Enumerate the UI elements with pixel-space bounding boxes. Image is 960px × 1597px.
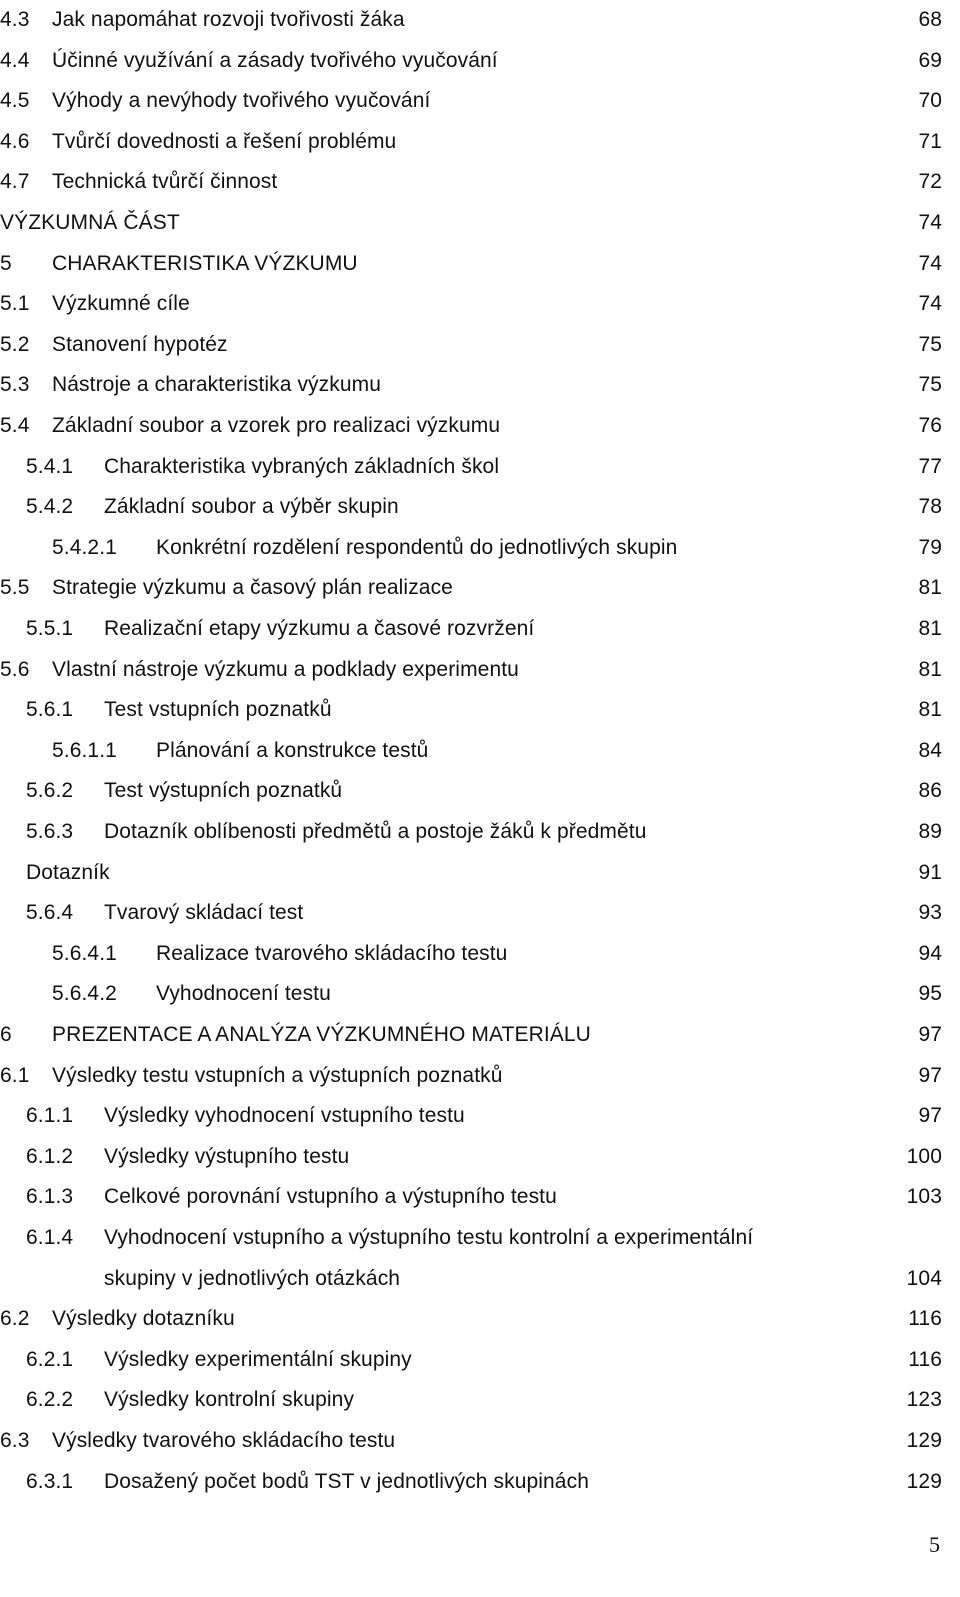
toc-entry-number: 4.6 bbox=[0, 129, 30, 153]
toc-entry-page: 75 bbox=[918, 373, 942, 397]
toc-entry-number: 5.4.1 bbox=[26, 454, 74, 478]
toc-entry-page: 74 bbox=[918, 251, 942, 275]
toc-entry-number: 5.1 bbox=[0, 292, 30, 316]
toc-entry-title: Plánování a konstrukce testů bbox=[156, 738, 429, 762]
toc-entry-number: 4.5 bbox=[0, 89, 30, 113]
toc-entry-page: 129 bbox=[906, 1469, 942, 1493]
toc-entry bbox=[0, 1462, 960, 1502]
toc-entry-title: Realizační etapy výzkumu a časové rozvržení bbox=[104, 617, 535, 640]
toc-entry-number: 5.6.1 bbox=[26, 698, 74, 722]
toc-entry-title: Základní soubor a výběr skupin bbox=[104, 495, 399, 519]
toc-entry-number: 4.4 bbox=[0, 48, 30, 72]
toc-entry-page: 71 bbox=[918, 129, 942, 153]
toc-entry-page: 77 bbox=[918, 454, 942, 478]
toc-entry-page: 95 bbox=[918, 982, 942, 1006]
toc-entry-title: Výsledky tvarového skládacího testu bbox=[52, 1429, 396, 1452]
toc-entry-title: Dotazník oblíbenosti předmětů a postoje žáků k předmětu bbox=[104, 820, 647, 843]
toc-entry-page: 86 bbox=[918, 779, 942, 803]
toc-entry-page: 116 bbox=[908, 1307, 942, 1331]
toc-entry-number: 6.1.1 bbox=[26, 1104, 74, 1128]
toc-entry-number: 5.6.4.1 bbox=[52, 941, 117, 965]
toc-entry-title: Realizace tvarového skládacího testu bbox=[156, 941, 508, 965]
toc-entry bbox=[0, 1177, 960, 1217]
toc-entry bbox=[0, 650, 960, 690]
toc-entry bbox=[0, 365, 960, 405]
toc-entry-page: 97 bbox=[918, 1104, 942, 1128]
toc-entry-page: 84 bbox=[918, 738, 942, 762]
toc-entry bbox=[0, 81, 960, 121]
toc-entry-page: 69 bbox=[918, 48, 942, 72]
toc-entry bbox=[0, 284, 960, 324]
toc-entry-page: 93 bbox=[918, 901, 942, 925]
toc-entry bbox=[0, 325, 960, 365]
toc-entry-number: 6.3.1 bbox=[26, 1469, 74, 1493]
toc-entry-title: Jak napomáhat rozvoji tvořivosti žáka bbox=[52, 8, 405, 31]
toc-entry-number: 5.4 bbox=[0, 414, 30, 437]
toc-entry bbox=[0, 122, 960, 162]
toc-entry-title: Výsledky testu vstupních a výstupních poznatků bbox=[52, 1063, 503, 1087]
toc-entry-title: Test vstupních poznatků bbox=[104, 698, 332, 722]
toc-entry-number: 6.1.4 bbox=[26, 1226, 74, 1249]
toc-entry-number: 6.3 bbox=[0, 1429, 30, 1452]
toc-entry-number: 5.4.2 bbox=[26, 495, 74, 519]
toc-entry bbox=[0, 568, 960, 608]
toc-entry bbox=[0, 609, 960, 649]
toc-entry-page: 79 bbox=[918, 535, 942, 559]
toc-entry-page: 97 bbox=[918, 1023, 942, 1046]
toc-entry-page: 103 bbox=[906, 1185, 942, 1209]
toc-entry bbox=[0, 731, 960, 771]
toc-entry-title: Test výstupních poznatků bbox=[104, 779, 343, 803]
toc-entry bbox=[0, 1259, 960, 1299]
toc-entry-page: 81 bbox=[918, 657, 942, 681]
toc-entry-page: 94 bbox=[918, 941, 942, 965]
toc-entry-title: Vyhodnocení testu bbox=[156, 982, 331, 1006]
toc-entry-number: 5.6.2 bbox=[26, 779, 74, 803]
toc-entry-number: 6 bbox=[0, 1023, 12, 1046]
toc-entry-page: 68 bbox=[918, 8, 942, 31]
toc-entry-page: 129 bbox=[906, 1429, 942, 1452]
toc-entry-title: Tvarový skládací test bbox=[104, 901, 304, 925]
toc-entry bbox=[0, 893, 960, 933]
toc-entry bbox=[0, 974, 960, 1014]
toc-entry-number: 5.6.1.1 bbox=[52, 738, 117, 762]
toc-entry-number: 6.2.1 bbox=[26, 1347, 74, 1371]
toc-entry-number: 6.1 bbox=[0, 1063, 30, 1087]
toc-entry-number: 5.2 bbox=[0, 332, 30, 356]
toc-entry bbox=[0, 690, 960, 730]
toc-entry-title: Charakteristika vybraných základních škol bbox=[104, 454, 500, 478]
toc-entry bbox=[0, 1380, 960, 1420]
toc-entry bbox=[0, 1299, 960, 1339]
toc-entry-page: 81 bbox=[918, 617, 942, 640]
toc-entry bbox=[0, 203, 960, 243]
toc-entry-number: 5.6 bbox=[0, 657, 30, 681]
toc-entry-number: 5.4.2.1 bbox=[52, 535, 117, 559]
toc-entry-page: 104 bbox=[906, 1266, 942, 1290]
toc-entry-number: 5.5.1 bbox=[26, 617, 74, 640]
toc-entry-page: 74 bbox=[918, 292, 942, 316]
toc-entry-number: 5.6.4 bbox=[26, 901, 74, 925]
toc-entry bbox=[0, 528, 960, 568]
toc-entry bbox=[0, 1015, 960, 1055]
toc-entry-title: Výsledky dotazníku bbox=[52, 1307, 235, 1331]
toc-entry-page: 81 bbox=[918, 576, 942, 600]
toc-entry-title: Strategie výzkumu a časový plán realizace bbox=[52, 576, 453, 600]
toc-entry-page: 89 bbox=[918, 820, 942, 843]
toc-entry bbox=[0, 41, 960, 81]
toc-entry-page: 81 bbox=[918, 698, 942, 722]
toc-entry-title: Výhody a nevýhody tvořivého vyučování bbox=[52, 89, 431, 113]
toc-entry-page: 74 bbox=[918, 211, 942, 234]
toc-entry-title: Základní soubor a vzorek pro realizaci výzkumu bbox=[52, 414, 501, 437]
toc-entry-title: Vyhodnocení vstupního a výstupního testu kontrolní a experimentální bbox=[104, 1226, 754, 1249]
toc-entry-page: 100 bbox=[906, 1144, 942, 1168]
toc-entry bbox=[0, 812, 960, 852]
toc-entry-number: 6.1.3 bbox=[26, 1185, 74, 1209]
toc-entry bbox=[0, 244, 960, 284]
toc-entry-title: PREZENTACE A ANALÝZA VÝZKUMNÉHO MATERIÁLU bbox=[52, 1023, 591, 1046]
toc-entry-title: Technická tvůrčí činnost bbox=[52, 170, 278, 194]
toc-entry-title: Tvůrčí dovednosti a řešení problému bbox=[52, 129, 397, 153]
toc-entry bbox=[0, 487, 960, 527]
toc-entry-page: 78 bbox=[918, 495, 942, 519]
toc-entry bbox=[0, 1056, 960, 1096]
toc-entry-title: Konkrétní rozdělení respondentů do jednotlivých skupin bbox=[156, 535, 678, 559]
toc-entry-title: Dotazník bbox=[26, 860, 110, 884]
toc-entry bbox=[0, 1096, 960, 1136]
toc-entry-title: Nástroje a charakteristika výzkumu bbox=[52, 373, 382, 397]
toc-entry-number: 5.6.3 bbox=[26, 820, 74, 843]
toc-entry-title: Výsledky výstupního testu bbox=[104, 1144, 350, 1168]
toc-entry-number: 6.2 bbox=[0, 1307, 30, 1331]
toc-entry-number: 4.3 bbox=[0, 8, 30, 31]
toc-entry-page: 76 bbox=[918, 414, 942, 437]
toc-entry-title: skupiny v jednotlivých otázkách bbox=[104, 1266, 401, 1290]
toc-entry bbox=[0, 406, 960, 446]
toc-entry bbox=[0, 934, 960, 974]
toc-entry-number: 6.1.2 bbox=[26, 1144, 74, 1168]
toc-entry bbox=[0, 1137, 960, 1177]
page-number: 5 bbox=[929, 1532, 940, 1557]
toc-entry-number: 5.3 bbox=[0, 373, 30, 397]
toc-entry bbox=[0, 162, 960, 202]
toc-entry bbox=[0, 447, 960, 487]
toc-entry-title: Celkové porovnání vstupního a výstupního testu bbox=[104, 1185, 557, 1209]
toc-entry-page: 91 bbox=[918, 860, 942, 884]
toc-entry-number: 5.5 bbox=[0, 576, 30, 600]
toc-entry-title: Výsledky kontrolní skupiny bbox=[104, 1388, 355, 1412]
toc-entry-title: VÝZKUMNÁ ČÁST bbox=[0, 211, 180, 234]
toc-entry bbox=[0, 1218, 960, 1258]
toc-entry-number: 4.7 bbox=[0, 170, 30, 194]
toc-entry-number: 5.6.4.2 bbox=[52, 982, 117, 1006]
toc-entry-title: Výsledky experimentální skupiny bbox=[104, 1347, 412, 1371]
toc-entry bbox=[0, 0, 960, 40]
toc-entry-title: CHARAKTERISTIKA VÝZKUMU bbox=[52, 251, 358, 275]
toc-entry-number: 6.2.2 bbox=[26, 1388, 74, 1412]
toc-entry-page: 75 bbox=[918, 332, 942, 356]
toc-entry-title: Vlastní nástroje výzkumu a podklady experimentu bbox=[52, 657, 519, 681]
toc-entry-page: 70 bbox=[918, 89, 942, 113]
toc-entry-title: Stanovení hypotéz bbox=[52, 332, 228, 356]
toc-entry bbox=[0, 771, 960, 811]
toc-entry-number: 5 bbox=[0, 251, 12, 275]
toc-entry-title: Dosažený počet bodů TST v jednotlivých skupinách bbox=[104, 1469, 589, 1493]
toc-entry-title: Účinné využívání a zásady tvořivého vyučování bbox=[52, 48, 498, 72]
toc-entry-page: 97 bbox=[918, 1063, 942, 1087]
toc-entry-title: Výsledky vyhodnocení vstupního testu bbox=[104, 1104, 465, 1128]
toc-entry-page: 72 bbox=[918, 170, 942, 194]
toc-entry bbox=[0, 1340, 960, 1380]
toc-entry-page: 116 bbox=[908, 1347, 942, 1371]
toc-entry-page: 123 bbox=[906, 1388, 942, 1412]
toc-entry-title: Výzkumné cíle bbox=[52, 292, 190, 316]
toc-entry bbox=[0, 853, 960, 893]
toc-entry bbox=[0, 1421, 960, 1461]
